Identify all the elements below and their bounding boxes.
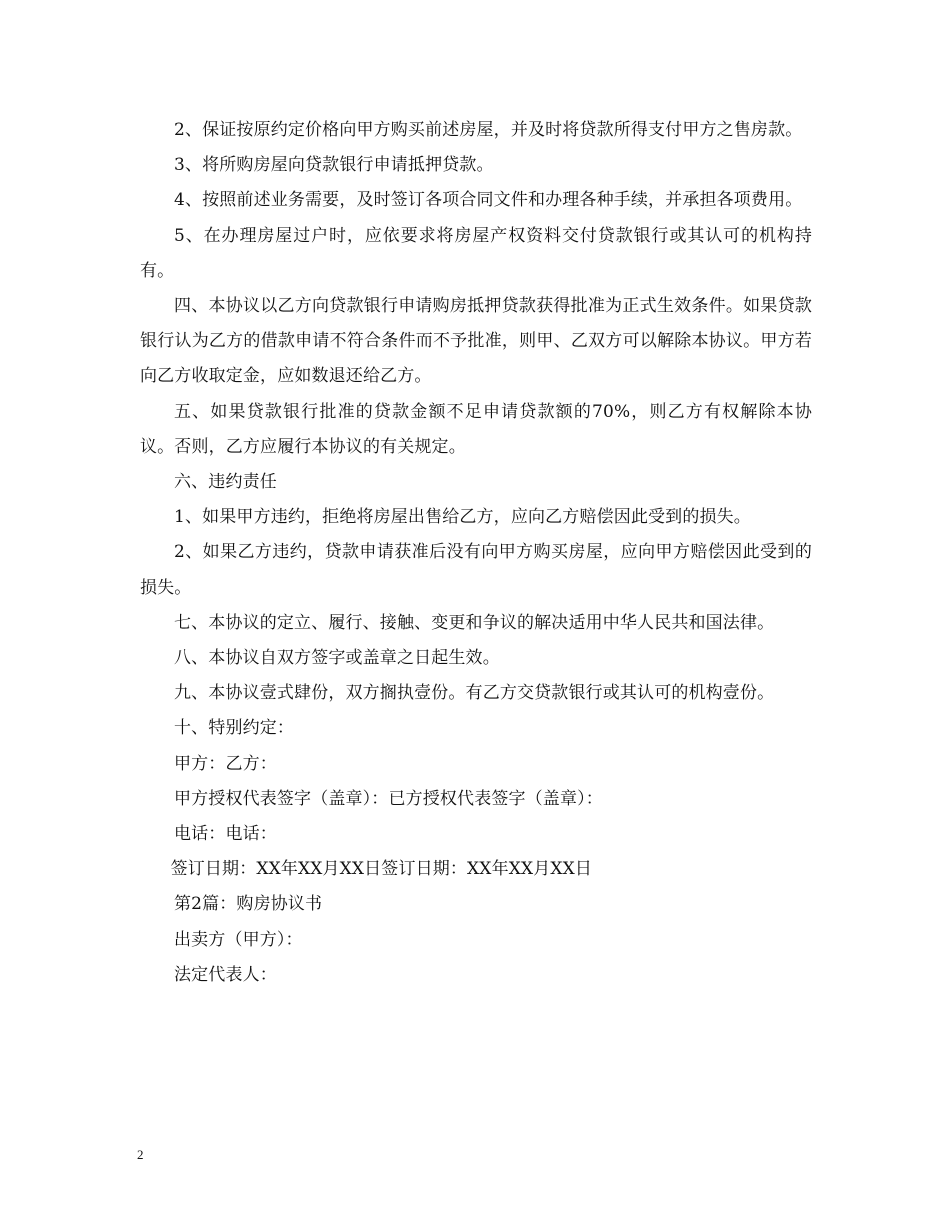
signature-phone-line: 电话：电话： [174, 824, 277, 845]
paragraph-section-5-loan-amount: 五、如果贷款银行批准的贷款金额不足申请贷款额的70%，则乙方有权解除本协议。否则，乙方应履行本协议的有关规定。 [140, 401, 812, 457]
signature-parties-line: 甲方：乙方： [174, 753, 277, 774]
paragraph-liability-party-b: 2、如果乙方违约，贷款申请获准后没有向甲方购买房屋，应向甲方赔偿因此受到的损失。 [140, 542, 812, 598]
paragraph-section-4-effective-condition: 四、本协议以乙方向贷款银行申请购房抵押贷款获得批准为正式生效条件。如果贷款银行认为乙方的借款申请不符合条件而不予批准，则甲、乙双方可以解除本协议。甲方若向乙方收取定金，应如数退还给乙方。 [140, 296, 812, 387]
legal-representative-line: 法定代表人： [174, 964, 277, 985]
paragraph-section-9-copies: 九、本协议壹式肆份，双方搁执壹份。有乙方交贷款银行或其认可的机构壹份。 [174, 683, 775, 704]
paragraph-section-7-governing-law: 七、本协议的定立、履行、接触、变更和争议的解决适用中华人民共和国法律。 [174, 612, 775, 633]
page-number: 2 [137, 1147, 144, 1162]
paragraph-clause-5-transfer: 5、在办理房屋过户时，应依要求将房屋产权资料交付贷款银行或其认可的机构持有。 [140, 225, 812, 281]
heading-part-2-title: 第2篇：购房协议书 [174, 894, 323, 915]
heading-section-10-special-terms: 十、特别约定： [174, 718, 295, 739]
document-body [140, 113, 812, 993]
paragraph-liability-party-a: 1、如果甲方违约，拒绝将房屋出售给乙方，应向乙方赔偿因此受到的损失。 [174, 507, 751, 528]
paragraph-clause-2-payment: 2、保证按原约定价格向甲方购买前述房屋，并及时将贷款所得支付甲方之售房款。 [174, 120, 803, 140]
signature-date-line: 签订日期：XX年XX月XX日签订日期：XX年XX月XX日 [170, 859, 593, 880]
signature-representatives-line: 甲方授权代表签字（盖章）：已方授权代表签字（盖章）： [174, 788, 603, 809]
paragraph-section-8-effective-date: 八、本协议自双方签字或盖章之日起生效。 [174, 648, 500, 669]
paragraph-clause-4-procedures: 4、按照前述业务需要，及时签订各项合同文件和办理各种手续，并承担各项费用。 [174, 190, 803, 211]
paragraph-clause-3-mortgage: 3、将所购房屋向贷款银行申请抵押贷款。 [174, 155, 494, 176]
seller-party-a-line: 出卖方（甲方）： [174, 929, 303, 950]
heading-section-6-liability: 六、违约责任 [174, 472, 277, 493]
